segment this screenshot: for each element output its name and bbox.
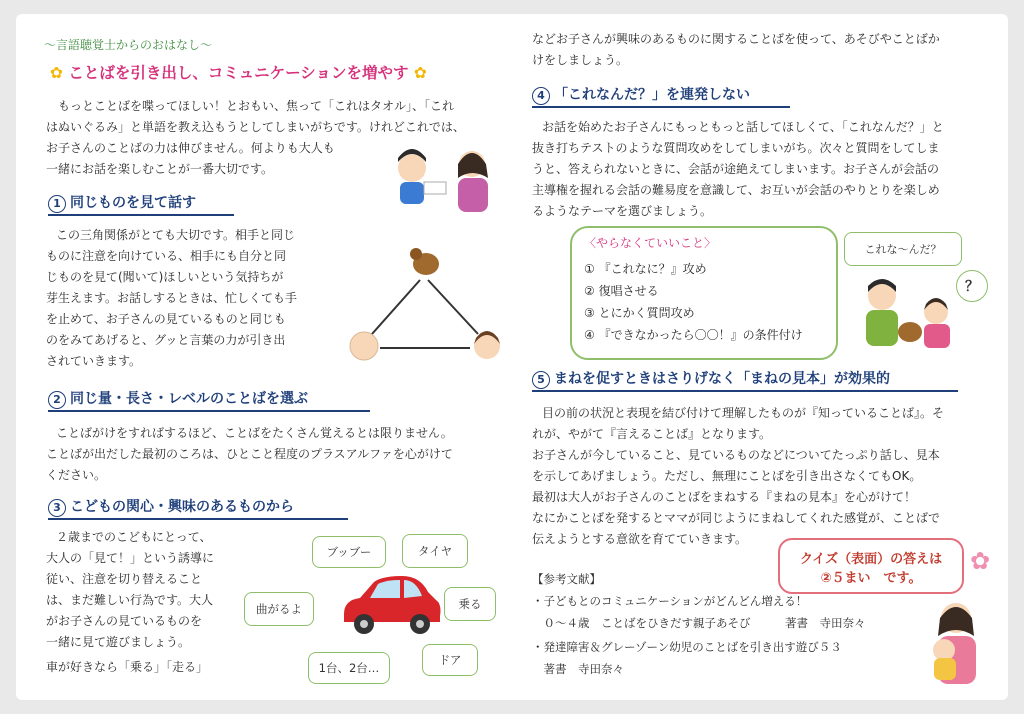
- bubble-count: 1台、2台…: [308, 652, 390, 684]
- mother-holding-baby-illustration: [912, 598, 990, 690]
- section-4-title: 「これなんだ？」を連発しない: [554, 87, 750, 103]
- section-number: 2: [48, 391, 66, 409]
- child-icon: [474, 331, 500, 359]
- quiz-line-2: ②５まい です。: [820, 571, 922, 586]
- dont-do-item: ① 『これなに？』攻め: [584, 262, 707, 276]
- red-car-icon: [336, 570, 444, 640]
- quiz-line-1: クイズ（表面）の答えは: [799, 552, 943, 567]
- section-number: 3: [48, 499, 66, 517]
- section-5-title: まねを促すときはさりげなく「まねの見本」が効果的: [554, 371, 890, 387]
- s5-line: なにかことばを発するとママが同じようにまねしてくれた感覚が、ことばで: [532, 511, 941, 525]
- parent-child-toy-illustration: [848, 270, 968, 356]
- intro-line: 一緒にお話を楽しむことが一番大切です。: [46, 162, 274, 176]
- s5-line: 目の前の状況と表現を結び付けて理解したものが『知っていることば』。そ: [542, 406, 945, 420]
- intro-line: もっとことばを喋ってほしい！とおもい、焦って「これはタオル」、「これ: [58, 99, 455, 113]
- section-1-title: 同じものを見て話す: [70, 195, 196, 211]
- section-number: 5: [532, 371, 550, 389]
- main-title: [50, 64, 427, 83]
- section-2-title: 同じ量・長さ・レベルのことばを選ぶ: [70, 391, 308, 407]
- section-3-title: こどもの関心・興味のあるものから: [70, 499, 294, 515]
- intro-line: お子さんのことばの力は伸びません。何よりも大人も: [46, 141, 335, 155]
- section-5-underline: [532, 390, 958, 392]
- s4-line: うと、答えられないときに、会話が途絶えてしまいます。お子さんが会話の: [532, 162, 940, 176]
- question-bubble: ？: [956, 270, 988, 302]
- s5-line: 伝えようとする意欲を育てていきます。: [532, 532, 748, 546]
- flower-icon: ✿: [970, 547, 991, 575]
- s1-line: されていきます。: [46, 354, 142, 368]
- section-4-underline: [532, 106, 790, 108]
- s1-line: この三角関係がとても大切です。相手と同じ: [56, 228, 296, 242]
- section-number: 4: [532, 87, 550, 105]
- bubble-ride: 乗る: [444, 587, 496, 621]
- main-title-text: ことばを引き出し、コミュニケーションを増やす: [68, 64, 409, 82]
- speech-bubble: これな～んだ？: [844, 232, 962, 266]
- flyer-page: [16, 14, 1008, 700]
- dog-icon: [410, 248, 439, 275]
- dont-do-item: ④ 『できなかったら〇〇！』の条件付け: [584, 328, 803, 342]
- section-5-heading: [532, 370, 890, 389]
- reference-line: ０～４歳 ことばをひきだす親子あそび 著書 寺田奈々: [532, 616, 866, 630]
- section-2-underline: [48, 410, 370, 412]
- s1-line: じものを見て(聞いて)ほしいという気持ちが: [46, 270, 284, 284]
- s3-line: 従い、注意を切り替えること: [46, 572, 203, 586]
- dont-do-item: ② 復唱させる: [584, 284, 659, 298]
- s1-line: のをみてあげると、グッと言葉の力が引き出: [46, 333, 286, 347]
- s3-line: 一緒に見て遊びましょう。: [46, 635, 191, 649]
- section-4-heading: [532, 86, 750, 105]
- s4-line: お話を始めたお子さんにもっともっと話してほしくて、「これなんだ？」と: [542, 120, 944, 134]
- s1-line: 芽生えます。お話しするときは、忙しくても手: [46, 291, 298, 305]
- intro-line: はぬいぐるみ」と単語を教え込もうとしてしまいがちです。けれどこれでは、: [46, 120, 465, 134]
- section-3-underline: [48, 518, 348, 520]
- section-number: 1: [48, 195, 66, 213]
- bubble-tire: タイヤ: [402, 534, 468, 568]
- flower-icon: ✿: [50, 64, 63, 82]
- section-1-heading: [48, 194, 196, 213]
- flower-icon: ✿: [413, 64, 427, 82]
- section-3-heading: [48, 498, 294, 517]
- s3-line: 大人の「見て！」という誘導に: [46, 551, 215, 565]
- mother-child-illustration: [384, 138, 504, 218]
- s2-line: ことばが出だした最初のころは、ひとこと程度のプラスアルファを心がけて: [46, 447, 453, 461]
- s4-line: 抜き打ちテストのような質問攻めをしてしまいがち。次々と質問をしてしま: [532, 141, 940, 155]
- s2-line: ことばがけをすればするほど、ことばをたくさん覚えるとは限りません。: [56, 426, 453, 440]
- bubble-turn: 曲がるよ: [244, 592, 314, 626]
- s3-continued-line: けをしましょう。: [532, 53, 629, 67]
- section-2-heading: [48, 390, 308, 409]
- bubble-buubuu: ブッブー: [312, 536, 386, 568]
- s1-line: を止めて、お子さんの見ているものと同じも: [46, 312, 286, 326]
- s1-line: ものに注意を向けている、相手にも自分と同: [46, 249, 287, 263]
- reference-line: ・発達障害＆グレーゾーン幼児のことばを引き出す遊び５３: [532, 640, 842, 654]
- quiz-answer-box: [778, 538, 964, 594]
- s3-continued-line: などお子さんが興味のあるものに関することばを使って、あそびやことばか: [532, 32, 940, 46]
- joint-attention-triangle: [342, 240, 506, 368]
- s5-line: を示してあげましょう。ただし、無理にことばを引き出さなくてもOK。: [532, 469, 922, 483]
- bubble-door: ドア: [422, 644, 478, 676]
- s2-line: ください。: [46, 468, 107, 482]
- s5-line: お子さんが今していること、見ているものなどについてたっぷり話し、見本: [532, 448, 940, 462]
- section-1-underline: [48, 214, 234, 216]
- s4-line: るようなテーマを選びましょう。: [532, 204, 713, 218]
- baby-icon: [350, 332, 378, 360]
- s3-line: は、まだ難しい行為です。大人: [46, 593, 214, 607]
- reference-line: 著書 寺田奈々: [532, 662, 624, 676]
- kicker: ～言語聴覚士からのおはなし～: [44, 38, 213, 52]
- s3-line: ２歳までのこどもにとって、: [56, 530, 212, 544]
- s3-line: がお子さんの見ているものを: [46, 614, 203, 628]
- s5-line: 最初は大人がお子さんのことばをまねする『まねの見本』を心がけて！: [532, 490, 917, 504]
- s5-line: れが、やがて『言えることば』となります。: [532, 427, 772, 441]
- s3-line: 車が好きなら「乗る」「走る」: [46, 660, 209, 674]
- dont-do-title: 〈やらなくていいこと〉: [584, 236, 717, 250]
- s4-line: 主導権を握れる会話の難易度を意識して、お互いが会話のやりとりを楽しめ: [532, 183, 940, 197]
- dont-do-item: ③ とにかく質問攻め: [584, 306, 695, 320]
- reference-line: ・子どもとのコミュニケーションがどんどん増える！: [532, 594, 808, 608]
- references-heading: 【参考文献】: [532, 572, 601, 586]
